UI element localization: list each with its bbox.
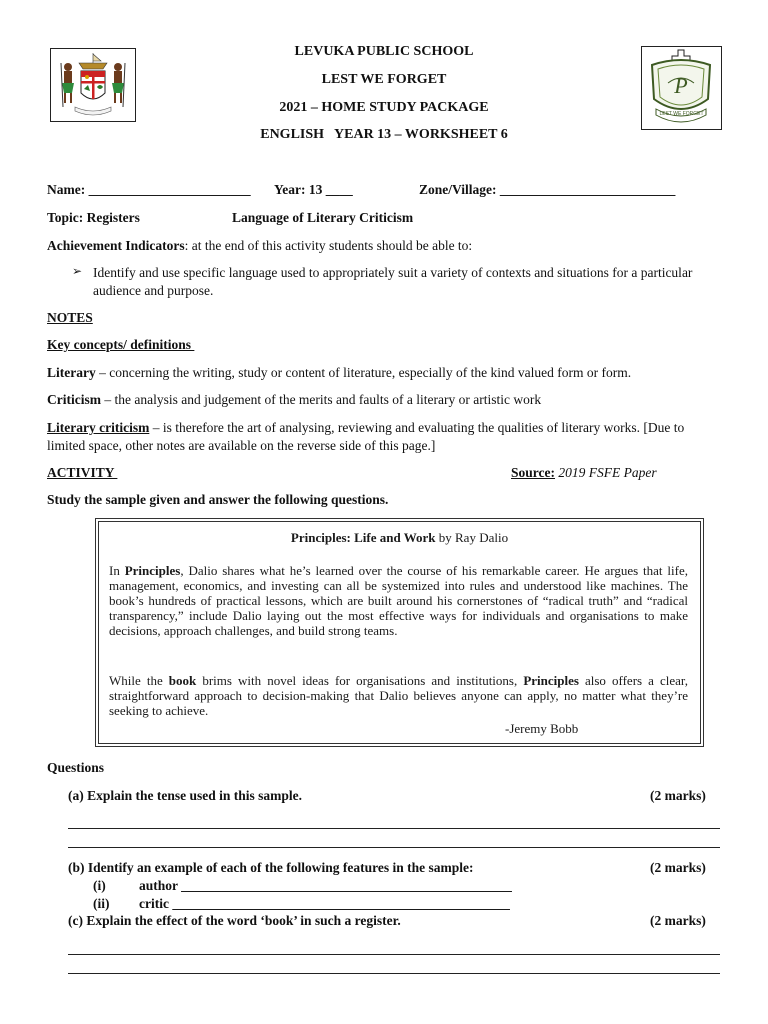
school-crest-left — [50, 48, 136, 122]
sample-p2-rest: also offers a clear, straightforward approach to decision-making that Dalio believes anyone can apply, no matter what they’re seeking to achieve. — [109, 673, 688, 718]
question-c: (c) Explain the effect of the word ‘book’ in such a register. — [68, 913, 401, 928]
question-b-i-author[interactable]: author _________________________________________________ — [139, 878, 512, 893]
sample-p2-bold-book: book — [168, 673, 197, 688]
sample-paragraph-1 — [109, 563, 688, 638]
question-b-ii-number: (ii) — [93, 896, 110, 911]
svg-text:P: P — [674, 73, 688, 98]
sample-p2-middle: brims with novel ideas for organisations and institutions, — [196, 673, 524, 688]
question-b: (b) Identify an example of each of the following features in the sample: — [68, 860, 474, 875]
question-a-marks: (2 marks) — [650, 788, 706, 803]
notes-heading: NOTES — [47, 310, 93, 325]
term-literary: Literary — [47, 365, 96, 380]
year-field[interactable]: Year: 13 ____ — [274, 182, 353, 197]
activity-instruction: Study the sample given and answer the following questions. — [47, 492, 389, 507]
crest-motto-text: LEST WE FORGET — [659, 111, 704, 117]
question-b-marks: (2 marks) — [650, 860, 706, 875]
school-crest-right — [641, 46, 722, 130]
school-name: LEVUKA PUBLIC SCHOOL — [294, 44, 474, 59]
name-field[interactable]: Name: ________________________ — [47, 182, 251, 197]
sample-p1-rest: , Dalio shares what he’s learned over the course of his remarkable career. He argues that life, management, economics, and investing can all be systemized into rules and understood like machines. The book’s hundreds of practical lessons, which are built around his cornerstones of “radical truth” and “radical transparency,” include Dalio laying out the most effective ways for individuals and organisations to make decisions, approach challenges, and build strong teams. — [109, 563, 688, 638]
topic-label: Topic: Registers — [47, 210, 140, 225]
sample-p1-bold: Principles — [124, 563, 181, 578]
question-b-ii-critic[interactable]: critic __________________________________________________ — [139, 896, 510, 911]
definition-literary-text: – concerning the writing, study or content of literature, especially of the kind valued form or form. — [95, 365, 632, 380]
definition-literary — [47, 364, 723, 382]
sample-p1-part: In — [109, 563, 125, 578]
term-criticism: Criticism — [47, 392, 101, 407]
key-concepts-heading: Key concepts/ definitions — [47, 337, 195, 352]
zone-field[interactable]: Zone/Village: __________________________ — [419, 182, 676, 197]
sample-title — [99, 530, 700, 545]
worksheet-title: ENGLISH YEAR 13 – WORKSHEET 6 — [260, 127, 508, 142]
answer-line-a1[interactable] — [68, 828, 720, 829]
coat-of-arms-icon — [51, 49, 135, 121]
achievement-text: : at the end of this activity students should be able to: — [184, 238, 473, 253]
definition-literary-criticism-text: – is therefore the art of analysing, reviewing and evaluating the qualities of literary works. [Due to limited space, other notes are available on the reverse side of this page.] — [47, 420, 685, 453]
school-motto: LEST WE FORGET — [321, 72, 447, 87]
definition-criticism-text: – the analysis and judgement of the merits and faults of a literary or artistic work — [100, 392, 542, 407]
activity-source — [511, 465, 657, 481]
achievement-indicators — [47, 237, 723, 255]
sample-title-bold: Principles: Life and Work — [290, 530, 436, 545]
questions-heading: Questions — [47, 760, 105, 775]
source-label: Source: — [511, 465, 555, 480]
definition-criticism — [47, 391, 723, 409]
sample-signature: -Jeremy Bobb — [505, 721, 579, 736]
achievement-label: Achievement Indicators — [47, 238, 185, 253]
activity-heading: ACTIVITY — [47, 465, 118, 480]
source-value: 2019 FSFE Paper — [555, 465, 657, 480]
question-c-marks: (2 marks) — [650, 913, 706, 928]
sample-p2-part: While the — [109, 673, 169, 688]
sample-text-box — [98, 521, 701, 744]
sample-paragraph-2 — [109, 673, 688, 718]
package-title: 2021 – HOME STUDY PACKAGE — [279, 100, 489, 115]
question-a: (a) Explain the tense used in this sample. — [68, 788, 303, 803]
term-literary-criticism: Literary criticism — [47, 420, 150, 435]
question-b-i-number: (i) — [93, 878, 106, 893]
achievement-bullet: Identify and use specific language used to appropriately suit a variety of contexts and situations for a particular audience and purpose. — [93, 265, 693, 298]
answer-line-c1[interactable] — [68, 954, 720, 955]
topic-value: Language of Literary Criticism — [232, 210, 414, 225]
answer-line-c2[interactable] — [68, 973, 720, 974]
sample-p2-bold-principles: Principles — [523, 673, 579, 688]
definition-literary-criticism — [47, 419, 723, 455]
answer-line-a2[interactable] — [68, 847, 720, 848]
sample-title-author: by Ray Dalio — [435, 530, 509, 545]
bullet-arrow-icon: ➢ — [72, 264, 83, 278]
